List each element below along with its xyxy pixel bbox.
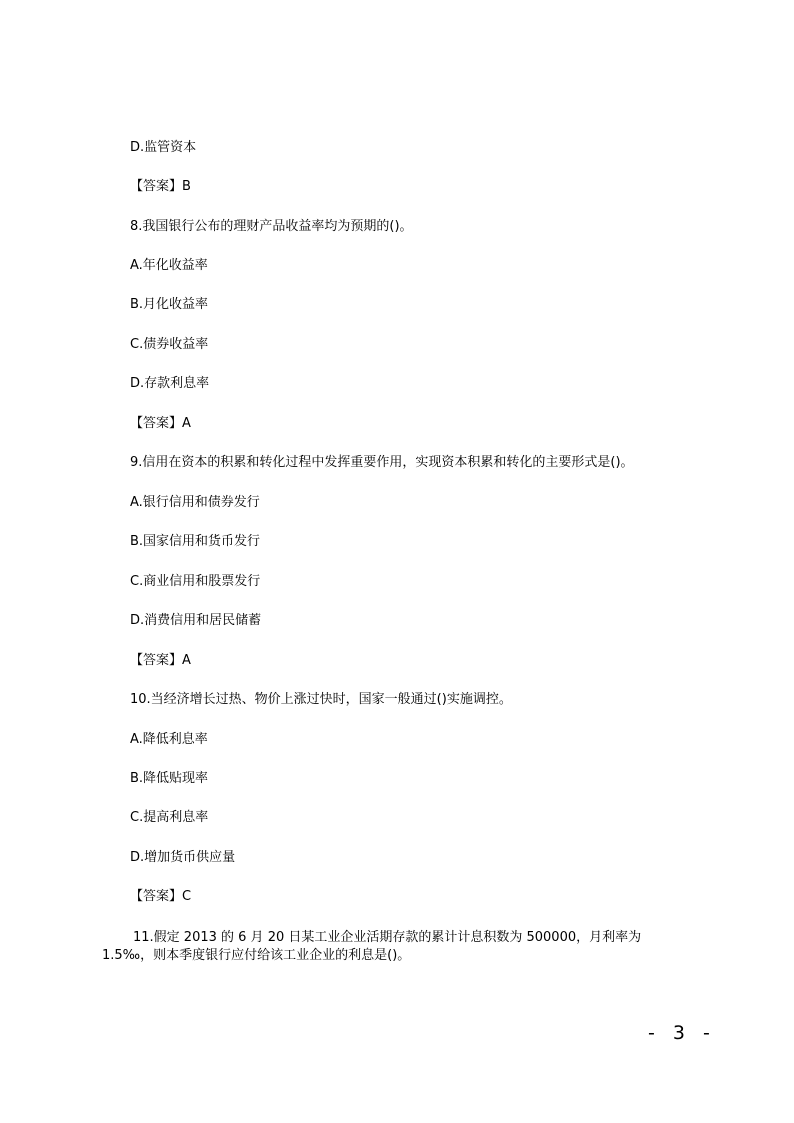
option-c-q9: C.商业信用和股票发行: [130, 574, 261, 589]
answer-q9: 【答案】A: [130, 653, 191, 668]
option-a-q9: A.银行信用和债券发行: [130, 495, 260, 510]
option-c-q8: C.债券收益率: [130, 337, 209, 352]
question-10: 10.当经济增长过热、物价上涨过快时，国家一般通过()实施调控。: [130, 692, 512, 707]
option-b-q10: B.降低贴现率: [130, 771, 209, 786]
option-b-q9: B.国家信用和货币发行: [130, 534, 261, 549]
answer-q10: 【答案】C: [130, 889, 192, 904]
question-9: 9.信用在资本的积累和转化过程中发挥重要作用，实现资本积累和转化的主要形式是()。: [130, 455, 634, 470]
option-a-q8: A.年化收益率: [130, 258, 208, 273]
option-c-q10: C.提高利息率: [130, 810, 209, 825]
option-a-q10: A.降低利息率: [130, 732, 208, 747]
page-number: - 3 -: [648, 1022, 716, 1044]
answer-q8: 【答案】A: [130, 416, 191, 431]
option-d-q10: D.增加货币供应量: [130, 850, 236, 865]
question-11-line-1: 11.假定 2013 的 6 月 20 日某工业企业活期存款的累计计息积数为 500000，月利率为: [133, 930, 642, 945]
option-b-q8: B.月化收益率: [130, 297, 209, 312]
question-8: 8.我国银行公布的理财产品收益率均为预期的()。: [130, 219, 413, 234]
question-11-line-2: 1.5‰，则本季度银行应付给该工业企业的利息是()。: [102, 948, 411, 963]
option-d-q7: D.监管资本: [130, 140, 197, 155]
option-d-q9: D.消费信用和居民储蓄: [130, 613, 262, 628]
answer-q7: 【答案】B: [130, 179, 191, 194]
option-d-q8: D.存款利息率: [130, 376, 210, 391]
